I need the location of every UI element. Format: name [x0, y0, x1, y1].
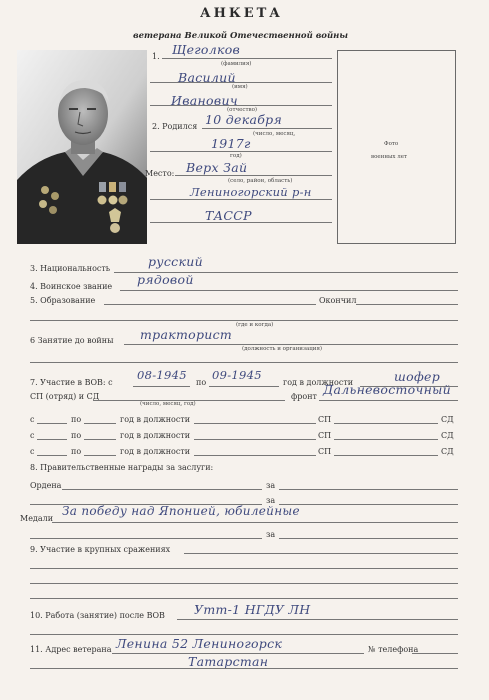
place-value-1: Верх Зай: [186, 160, 248, 175]
orders-za-2: за: [266, 496, 276, 505]
row3-sp: СП: [318, 447, 332, 456]
photo-frame: [337, 50, 456, 244]
service-date-caption: (число, месяц, год): [140, 401, 196, 407]
orders-label: Ордена: [30, 481, 62, 490]
row3-c: с: [30, 447, 35, 456]
row2-sp: СП: [318, 431, 332, 440]
item-5-label: 5. Образование: [30, 296, 96, 305]
item-6-label: 6 Занятие до войны: [30, 336, 114, 345]
front-label: фронт: [291, 392, 317, 401]
item-7-label: 7. Участие в ВОВ: с: [30, 378, 113, 387]
service-position-value: шофер: [394, 369, 441, 384]
surname-value: Щеголков: [172, 42, 241, 57]
medals-value: За победу над Японией, юбилейные: [62, 504, 300, 518]
name-caption: (имя): [232, 84, 248, 90]
photo-frame-caption-1: Фото: [384, 141, 399, 147]
place-value-2: Лениногорский р-н: [190, 185, 312, 199]
item-3-label: 3. Национальность: [30, 264, 111, 273]
sp-sd-label: СП (отряд) и СД: [30, 392, 100, 401]
service-to-label: по: [196, 378, 207, 387]
service-to-value: 09-1945: [212, 368, 262, 382]
graduated-label: Окончил: [319, 296, 357, 305]
row1-sd: СД: [441, 415, 454, 424]
photo-frame-caption-2: военных лет: [371, 154, 408, 160]
place-value-3: ТАССР: [205, 208, 252, 223]
surname-caption: (фамилия): [221, 61, 252, 67]
row1-po: по: [71, 415, 82, 424]
row3-god: год в должности: [120, 447, 191, 456]
row1-c: с: [30, 415, 35, 424]
item-8-label: 8. Правительственные награды за заслуги:: [30, 463, 214, 472]
name-value: Василий: [178, 70, 236, 85]
form-subtitle: ветерана Великой Отечественной войны: [133, 31, 348, 41]
row2-sd: СД: [441, 431, 454, 440]
place-caption: (село, район, область): [228, 178, 293, 184]
nationality-value: русский: [148, 254, 203, 269]
row3-po: по: [71, 447, 82, 456]
item-1-number: 1.: [152, 52, 160, 61]
where-when-caption: (где и когда): [236, 322, 274, 328]
occupation-caption: (должность и организация): [242, 346, 323, 352]
row2-god: год в должности: [120, 431, 191, 440]
born-date-value: 10 декабря: [205, 112, 283, 127]
row3-sd: СД: [441, 447, 454, 456]
service-from-value: 08-1945: [137, 368, 187, 382]
address-value-2: Татарстан: [188, 654, 269, 669]
medals-za: за: [266, 530, 276, 539]
veteran-portrait-icon: [17, 50, 147, 244]
born-date-caption: (число, месяц,: [253, 131, 296, 137]
form-title: АНКЕТА: [200, 6, 283, 21]
row2-po: по: [71, 431, 82, 440]
rank-value: рядовой: [137, 272, 194, 287]
patronymic-value: Иванович: [171, 93, 238, 108]
row1-god: год в должности: [120, 415, 191, 424]
front-value: Дальневосточный: [323, 382, 451, 397]
medals-label: Медали: [20, 514, 54, 523]
veteran-photo: [17, 50, 147, 244]
item-11-label: 11. Адрес ветерана: [30, 645, 112, 654]
row1-sp: СП: [318, 415, 332, 424]
row2-c: с: [30, 431, 35, 440]
place-label: Место:: [145, 169, 175, 178]
phone-label: № телефона: [368, 645, 419, 654]
patronymic-caption: (отчество): [227, 107, 258, 113]
born-year-caption: год): [230, 153, 242, 159]
address-value-1: Ленина 52 Лениногорск: [116, 636, 283, 651]
orders-za-1: за: [266, 481, 276, 490]
item-2-label: 2. Родился: [152, 122, 198, 131]
occupation-value: тракторист: [140, 327, 233, 342]
work-after-value: Утт-1 НГДУ ЛН: [194, 602, 311, 617]
item-9-label: 9. Участие в крупных сражениях: [30, 545, 171, 554]
item-10-label: 10. Работа (занятие) после ВОВ: [30, 611, 165, 620]
service-position-label: год в должности: [283, 378, 354, 387]
born-year-value: 1917г: [211, 136, 251, 151]
item-4-label: 4. Воинское звание: [30, 282, 113, 291]
